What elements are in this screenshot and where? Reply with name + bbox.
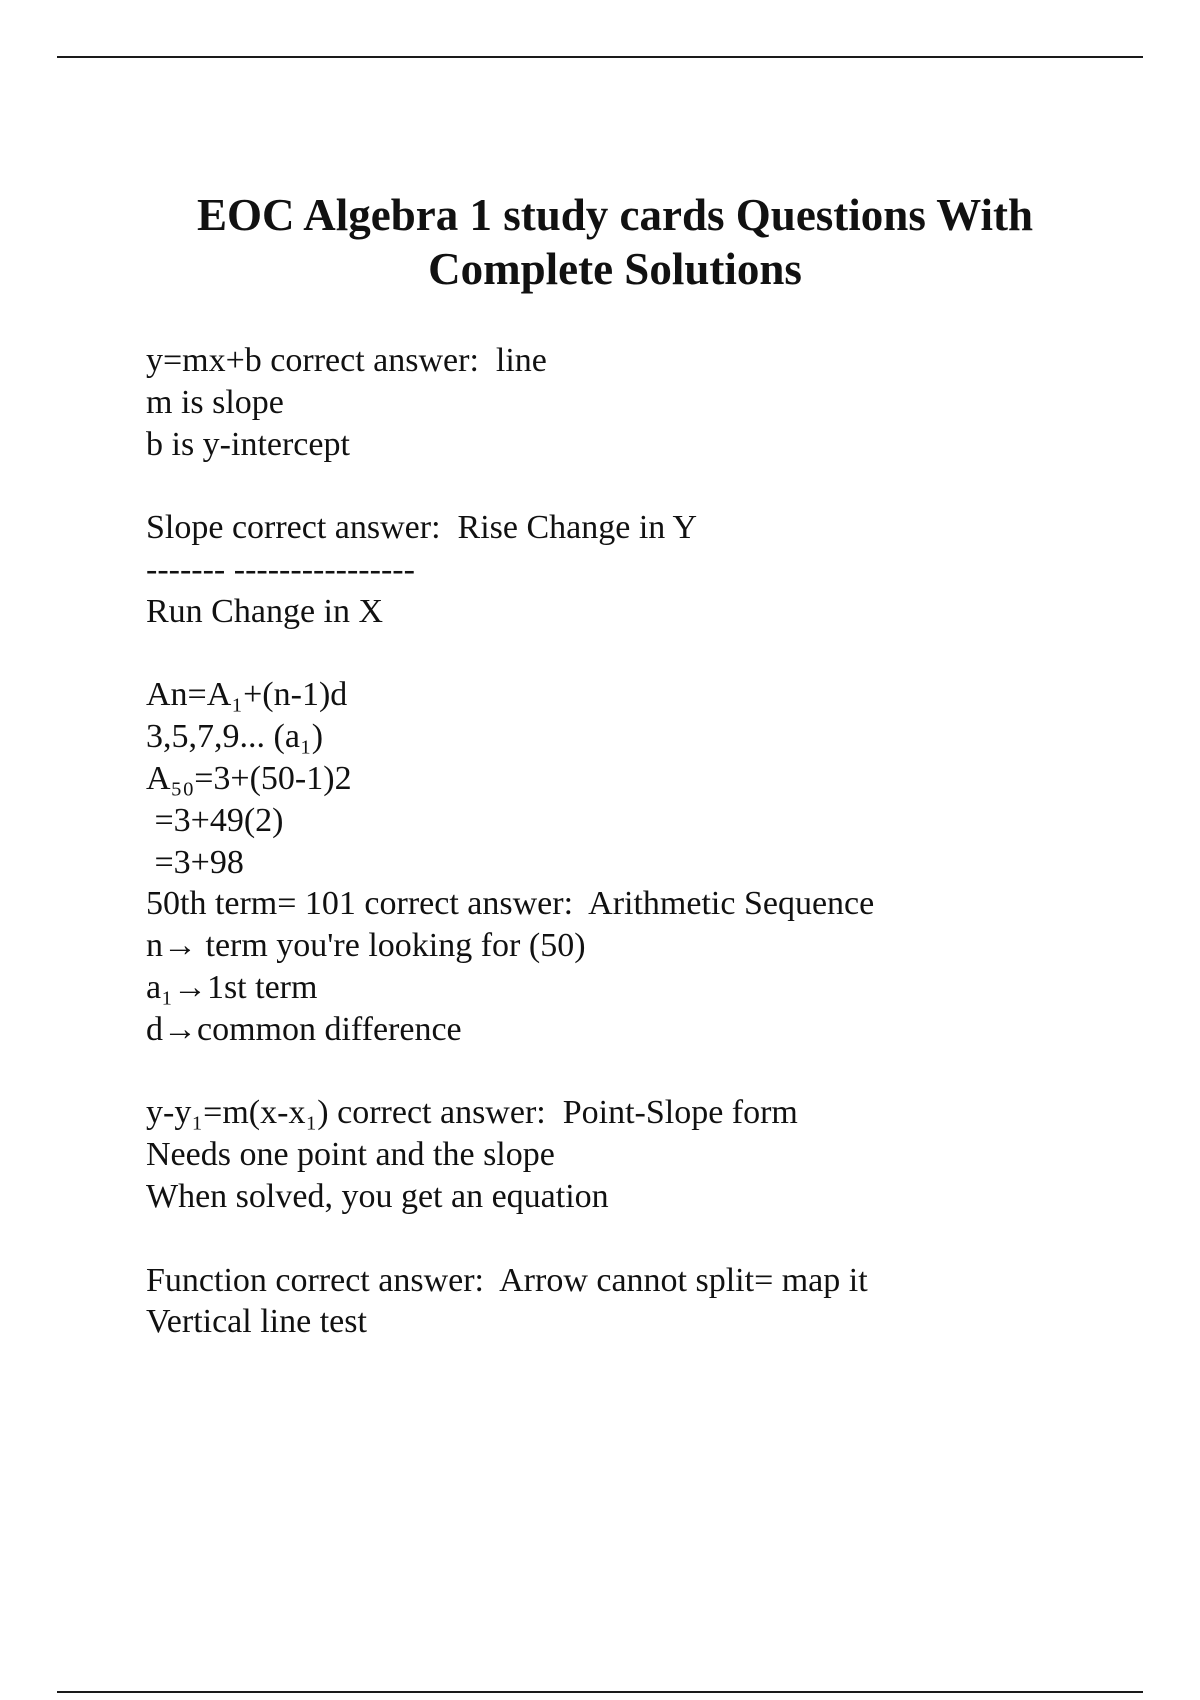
card-line: a₁→1st term (146, 968, 318, 1006)
card-line: y=mx+b correct answer: line (146, 342, 547, 379)
card-line: Needs one point and the slope (146, 1136, 555, 1174)
card-function (146, 1260, 1106, 1344)
study-cards (146, 340, 1106, 1385)
card-line: y-y₁=m(x-x₁) correct answer: Point-Slope form (146, 1094, 798, 1132)
card-line: =3+98 (146, 843, 244, 881)
card-line: Slope correct answer: Rise Change in Y (146, 509, 698, 547)
card-line: b is y-intercept (146, 425, 350, 463)
card-line: ------- ---------------- (146, 550, 415, 588)
card-line: Run Change in X (146, 592, 384, 630)
card-line: Vertical line test (146, 1303, 367, 1341)
card-line: =3+49(2) (146, 801, 284, 839)
card-arithmetic-sequence (146, 674, 1106, 1050)
card-line-equation (146, 340, 1106, 465)
page-title (100, 188, 1130, 296)
card-line: A₅₀=3+(50-1)2 (146, 759, 352, 797)
bottom-divider (57, 1691, 1143, 1693)
card-line: 50th term= 101 correct answer: Arithmetic Sequence (146, 885, 875, 923)
card-line: m is slope (146, 383, 284, 421)
card-line: 3,5,7,9... (a₁) (146, 718, 324, 756)
card-line: d→common difference (146, 1010, 462, 1048)
card-line: Function correct answer: Arrow cannot split= map it (146, 1261, 868, 1299)
card-line: n→ term you're looking for (50) (146, 927, 586, 965)
title-line-2: Complete Solutions (428, 244, 802, 294)
card-point-slope (146, 1092, 1106, 1217)
card-slope (146, 507, 1106, 632)
top-divider (57, 56, 1143, 58)
card-line: An=A₁+(n-1)d (146, 676, 348, 714)
title-line-1: EOC Algebra 1 study cards Questions With (197, 190, 1033, 240)
card-line: When solved, you get an equation (146, 1177, 609, 1215)
